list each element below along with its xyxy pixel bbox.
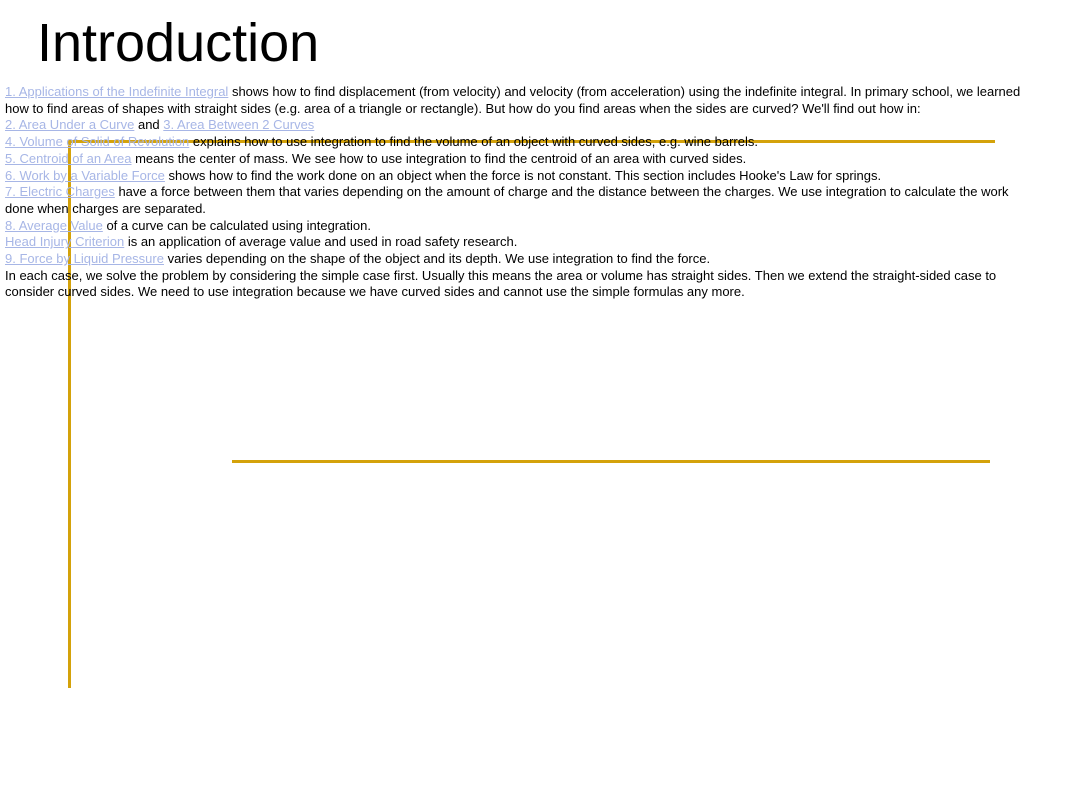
- item-text: shows how to find the work done on an object when the force is not constant. This section includes Hooke's Law for springs.: [164, 167, 882, 183]
- item-text: explains how to use integration to find the volume of an object with curved sides, e.g. wine barrels.: [189, 134, 758, 150]
- item-text: and: [134, 117, 164, 133]
- item-head-injury: [5, 234, 1025, 251]
- link-area-between-curves[interactable]: 3. Area Between 2 Curves: [163, 117, 315, 133]
- item-work: [5, 168, 1025, 185]
- link-applications-indefinite-integral[interactable]: 1. Applications of the Indefinite Integral: [5, 84, 229, 99]
- item-text: means the center of mass. We see how to use integration to find the centroid of an area with curved sides.: [131, 150, 747, 166]
- item-applications: [5, 84, 1025, 117]
- item-centroid: [5, 151, 1025, 168]
- link-force-liquid-pressure[interactable]: 9. Force by Liquid Pressure: [5, 251, 164, 267]
- item-text: is an application of average value and used in road safety research.: [124, 234, 518, 250]
- item-text: shows how to find displacement (from velocity) and velocity (from acceleration) using the indefinite integral. In primary school, we learned how to find areas of shapes with straight sides (e.g. area of a triangle or rectangle). But how do you find areas when the sides are curved? We'll find out how in:: [5, 84, 1021, 116]
- content-body: [5, 84, 1025, 301]
- item-average: [5, 218, 1025, 235]
- link-average-value[interactable]: 8. Average Value: [5, 217, 103, 233]
- item-area: [5, 117, 1025, 134]
- item-liquid-pressure: [5, 251, 1025, 268]
- decorative-bottom-line: [232, 460, 990, 463]
- item-electric: [5, 184, 1025, 217]
- link-work-variable-force[interactable]: 6. Work by a Variable Force: [5, 167, 165, 183]
- item-text: of a curve can be calculated using integration.: [102, 217, 371, 233]
- link-area-under-curve[interactable]: 2. Area Under a Curve: [5, 117, 135, 133]
- link-centroid-area[interactable]: 5. Centroid of an Area: [5, 150, 132, 166]
- item-text: have a force between them that varies depending on the amount of charge and the distance between the charges. We use integration to calculate the work done when charges are separated.: [5, 184, 1009, 216]
- closing-paragraph: In each case, we solve the problem by considering the simple case first. Usually this means the area or volume has straight sides. Then we extend the straight-sided case to consider curved sides. We need to use integration because we have curved sides and cannot use the simple formulas any more.: [5, 267, 997, 300]
- link-volume-solid-revolution[interactable]: 4. Volume of Solid of Revolution: [5, 134, 190, 150]
- item-volume: [5, 134, 1025, 151]
- page-title: Introduction: [37, 13, 320, 73]
- item-text: varies depending on the shape of the object and its depth. We use integration to find the force.: [163, 251, 711, 267]
- link-electric-charges[interactable]: 7. Electric Charges: [5, 184, 115, 200]
- link-head-injury-criterion[interactable]: Head Injury Criterion: [5, 234, 125, 250]
